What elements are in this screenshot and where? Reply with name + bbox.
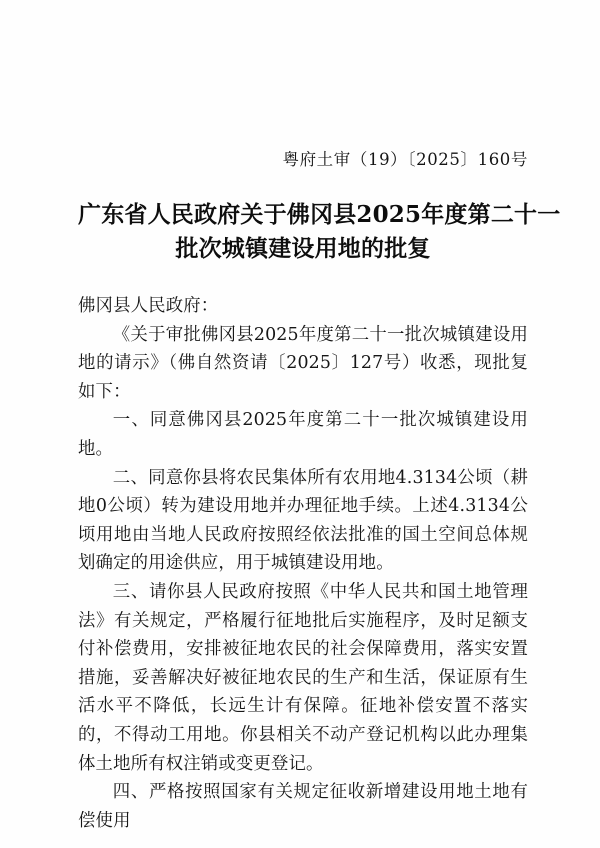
page-title-line-2: 批次城镇建设用地的批复 (175, 235, 431, 262)
page-title-line-1: 广东省人民政府关于佛冈县2025年度第二十一 (78, 201, 561, 228)
paragraph-item-1: 一、同意佛冈县2025年度第二十一批次城镇建设用地。 (78, 410, 528, 459)
paragraph-item-3: 三、请你县人民政府按照《中华人民共和国土地管理法》有关规定，严格履行征地批后实施程序，及时足额支付补偿费用，安排被征地农民的社会保障费用，落实安置措施，妥善解决好被征地农民的生产和生活，保证原有生活水平不降低，长远生计有保障。征地补偿安置不落实的，不得动工用地。你县相关不动产登记机构以此办理集体土地所有权注销或变更登记。 (78, 581, 528, 774)
salutation: 佛冈县人民政府： (78, 296, 219, 316)
paragraph-item-4: 四、严格按照国家有关规定征收新增建设用地土地有偿使用 (78, 782, 528, 831)
page-title (78, 198, 561, 266)
document-body (78, 292, 528, 835)
paragraph-preamble: 《关于审批佛冈县2025年度第二十一批次城镇建设用地的请示》（佛自然资请〔2025〕127号）收悉，现批复如下： (78, 324, 528, 402)
paragraph-item-2: 二、同意你县将农民集体所有农用地4.3134公顷（耕地0公顷）转为建设用地并办理征地手续。上述4.3134公顷用地由当地人民政府按照经依法批准的国土空间总体规划确定的用途供应，用于城镇建设用地。 (78, 467, 528, 574)
document-number: 粤府土审（19）〔2025〕160号 (282, 150, 528, 169)
